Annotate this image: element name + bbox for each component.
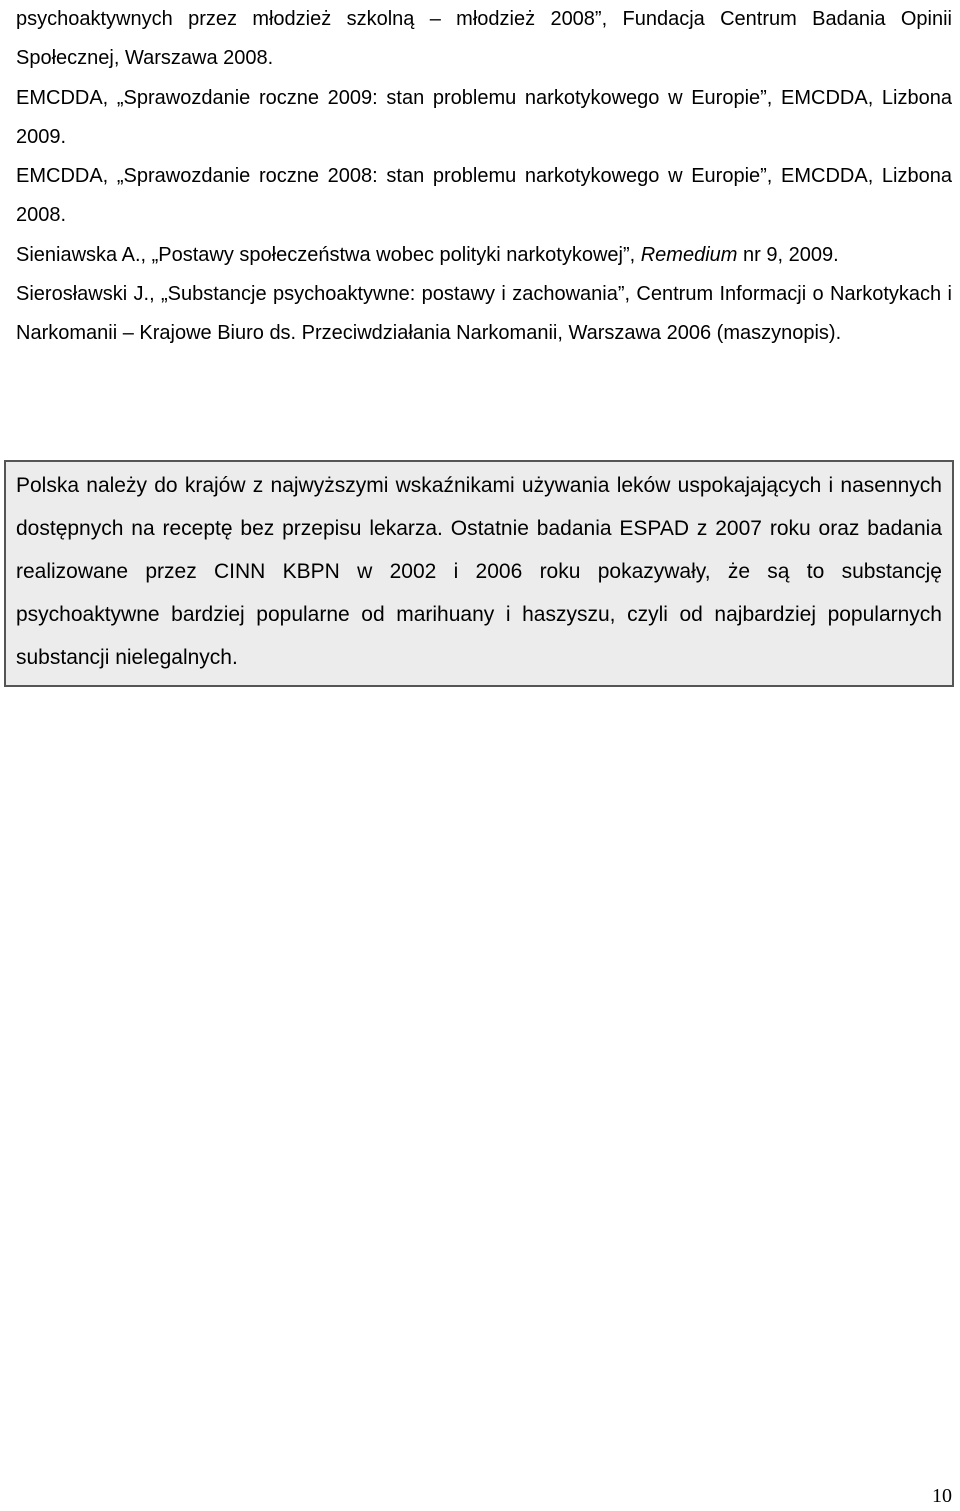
reference-text: , „Substancje psychoaktywne: postawy i zachowania”, Centrum Informacji o Narkotykach i Narkomanii – Krajowe Biuro ds. Przeciwdziałania Narkomanii, Warszawa 2006 (maszynopis). xyxy=(16,283,952,345)
reference-text: psychoaktywnych przez młodzież szkolną – młodzież 2008”, Fundacja Centrum Badania Opinii Społecznej, Warszawa 2008. xyxy=(16,8,952,70)
reference-author: Sieniawska A. xyxy=(16,243,141,266)
reference-item xyxy=(16,236,952,275)
reference-journal: Remedium xyxy=(640,243,738,266)
reference-item xyxy=(16,275,952,354)
reference-text: EMCDDA, „Sprawozdanie roczne 2008: stan problemu narkotykowego w Europie”, EMCDDA, Lizbona 2008. xyxy=(16,165,952,227)
reference-text: EMCDDA, „Sprawozdanie roczne 2009: stan problemu narkotykowego w Europie”, EMCDDA, Lizbona 2009. xyxy=(16,86,952,148)
reference-tail: nr 9, 2009. xyxy=(737,243,839,266)
reference-item xyxy=(16,157,952,236)
note-text: Polska należy do krajów z najwyższymi wskaźnikami używania leków uspokajających i nasennych dostępnych na receptę bez przepisu lekarza. Ostatnie badania ESPAD z 2007 roku oraz badania realizowane przez CINN KBPN w 2002 i 2006 roku pokazywały, że są to substancję psychoaktywne bardziej popularne od marihuany i haszyszu, czyli od najbardziej popularnych substancji nielegalnych. xyxy=(16,474,942,669)
reference-item xyxy=(16,0,952,79)
reference-item xyxy=(16,79,952,158)
reference-list xyxy=(16,0,952,354)
page-number: 10 xyxy=(932,1485,952,1507)
highlight-note-box xyxy=(4,460,954,687)
reference-text: , „Postawy społeczeństwa wobec polityki narkotykowej”, xyxy=(140,243,641,266)
reference-author: Sierosławski J. xyxy=(16,283,150,306)
document-page xyxy=(16,0,952,354)
